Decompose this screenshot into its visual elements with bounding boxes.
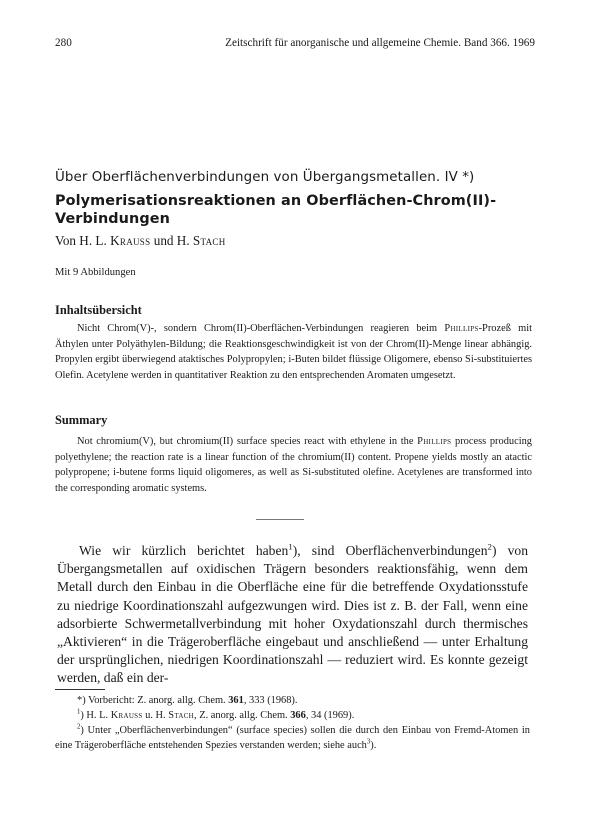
footnote-star-volume: 361: [228, 695, 244, 706]
footnote-star-text: Vorbericht: Z. anorg. allg. Chem.: [85, 695, 229, 706]
series-title: Über Oberflächenverbindungen von Übergangsmetallen. IV *): [55, 170, 475, 185]
inhalt-text-1: Nicht Chrom(V)-, sondern Chrom(II)-Oberflächen-Verbindungen reagieren beim: [77, 323, 445, 334]
footnote-1-author-krauss: Krauss: [110, 710, 143, 721]
footnote-1-mark: 1: [77, 708, 81, 716]
english-abstract: [55, 434, 532, 496]
body-footnote-ref-1[interactable]: 1: [288, 541, 293, 552]
german-abstract: [55, 321, 532, 383]
author-prefix: Von H. L.: [55, 233, 111, 248]
body-text-1: Wie wir kürzlich berichtet haben: [79, 543, 289, 558]
author-line: [55, 233, 545, 249]
author-stach: Stach: [192, 233, 226, 248]
footnote-1-end: , 34 (1969).: [305, 710, 355, 721]
article-title: Polymerisationsreaktionen an Oberflächen-Chrom(II)-Verbindungen: [55, 193, 497, 227]
body-text-3: ) von Übergangsmetallen auf oxidischen Trägern besonders reaktionsfähig, wenn dem Metall durch den Einbau in die Oberfläche eine für die betreffende Oxydationsstufe zu niedrige Koordinationszahl aufgezwungen wird. Dies ist z. B. der Fall, wenn eine adsorbierte Schwermetallverbindung mit hoher Oxydationszahl durch thermisches „Aktivieren“ in die Trägeroberfläche eingebaut und anschließend — unter Erhaltung der ursprünglichen, niedrigen Koordinationszahl — reduziert wird. Es konnte gezeigt werden, daß ein der-: [57, 543, 528, 686]
footnote-2-ref[interactable]: 3: [366, 738, 371, 746]
body-text-2: ), sind Oberflächenverbindungen: [292, 543, 488, 558]
journal-citation: Zeitschrift für anorganische und allgemeine Chemie. Band 366. 1969: [225, 37, 535, 49]
section-divider: [256, 519, 304, 520]
summary-text-2: process producing polyethylene; the reaction rate is a linear function of the chromium(II) content. Propene yields mostly an atactic polypropene; i-butene forms liquid oligomeres, as well as Si-substituted olefine. Acetylenes are transformed into the corresponding aromatic systems.: [55, 436, 532, 494]
footnote-1-text-b: u. H.: [142, 710, 169, 721]
summary-heading: Summary: [55, 413, 108, 427]
footnote-2: [55, 723, 530, 753]
inhalt-text-2: -Prozeß mit Äthylen unter Polyäthylen-Bildung; die Reaktionsgeschwindigkeit ist von der Chrom(II)-Menge linear abhängig. Propylen ergibt überwiegend ataktisches Polypropylen; i-Buten bildet flüssige Oligomere, ebenso Si-substituiertes Olefin. Acetylene werden in quantitativer Reaktion zu den entsprechenden Aromaten umgesetzt.: [55, 323, 532, 381]
footnote-1-text-c: , Z. anorg. allg. Chem.: [194, 710, 291, 721]
footnote-1: [55, 708, 530, 723]
footnote-rule: [55, 689, 105, 690]
footnote-star-mark: *): [77, 695, 86, 706]
summary-text-1: Not chromium(V), but chromium(II) surface species react with ethylene in the: [77, 436, 418, 447]
footnote-star-end: , 333 (1968).: [243, 695, 298, 706]
summary-phillips: Phillips: [417, 436, 452, 447]
footnote-1-volume: 366: [290, 710, 306, 721]
page-number: 280: [55, 37, 72, 49]
footnote-star: [55, 693, 530, 708]
inhalt-heading: Inhaltsübersicht: [55, 303, 142, 317]
running-head: [55, 37, 535, 53]
footnote-2-mark: 2: [77, 723, 81, 731]
footnote-1-author-stach: Stach: [168, 710, 195, 721]
body-footnote-ref-2[interactable]: 2: [487, 541, 492, 552]
footnotes: [55, 693, 530, 753]
figures-note: Mit 9 Abbildungen: [55, 267, 136, 278]
body-paragraph: [57, 542, 528, 688]
footnote-1-text-a: ) H. L.: [80, 710, 111, 721]
inhalt-phillips: Phillips: [444, 323, 479, 334]
footnote-2-text: ) Unter „Oberflächenverbindungen“ (surface species) sollen die durch den Einbau von Fremd-Atomen in eine Trägeroberfläche entstehenden Spezies verstanden werden; siehe auch: [55, 725, 530, 751]
author-krauss: Krauss: [110, 233, 151, 248]
author-conjunction: und H.: [150, 233, 193, 248]
footnote-2-end: ).: [370, 740, 377, 751]
